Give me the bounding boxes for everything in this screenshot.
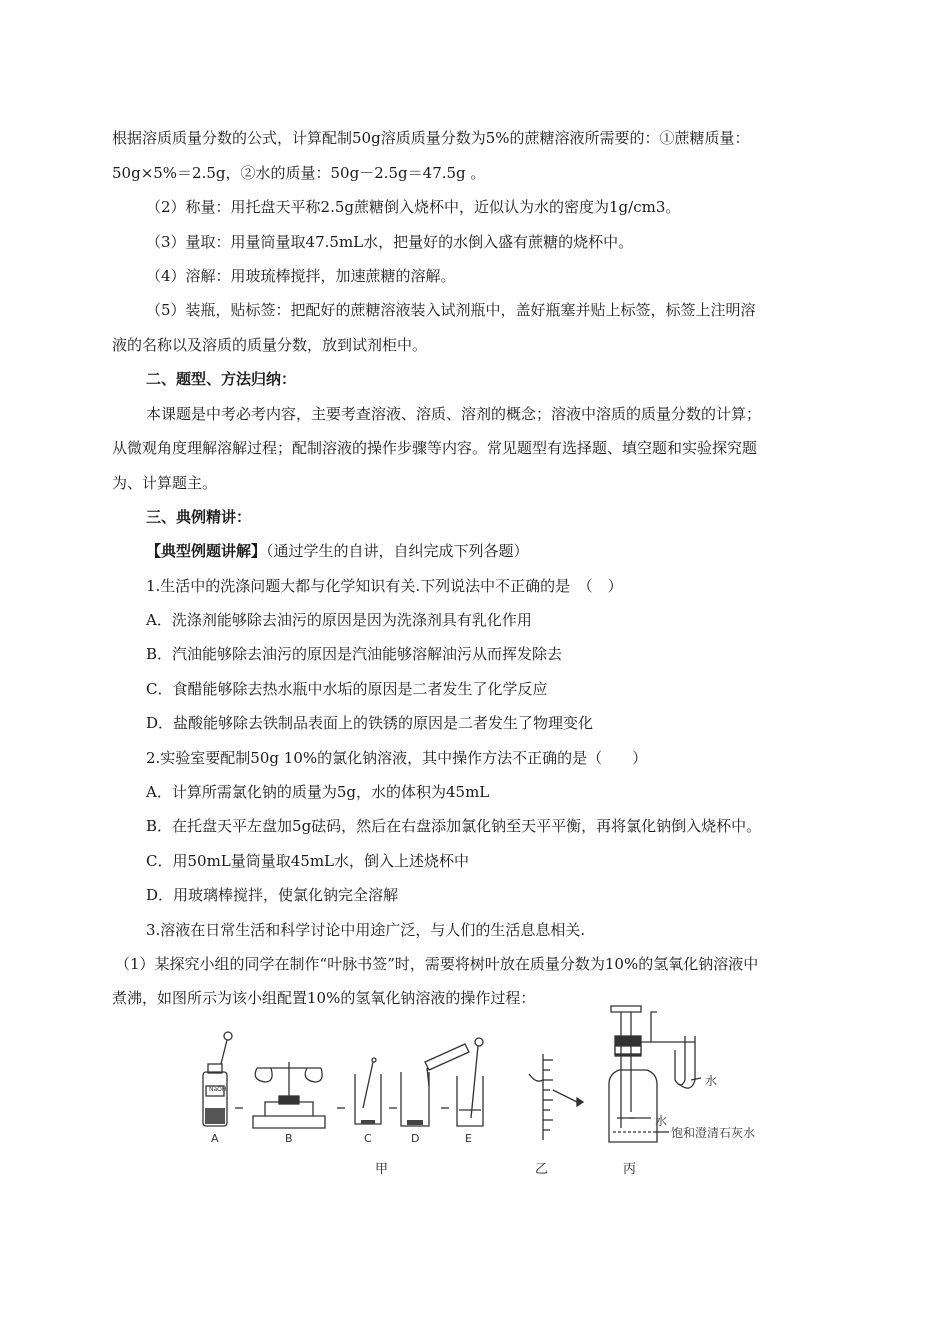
step-label-a: A [211,1132,219,1145]
question-2: 2.实验室要配制50g 10%的氯化钠溶液，其中操作方法不正确的是（ ） [146,749,648,767]
water-label-bottle: 水 [655,1114,668,1128]
section-heading-2: 二、题型、方法归纳： [146,370,297,388]
question-1: 1.生活中的洗涤问题大都与化学知识有关.下列说法中不正确的是 （ ） [146,577,623,595]
step-label-c: C [364,1132,372,1145]
cylinder-reading-icon [529,1054,583,1140]
question-1-option-d: D．盐酸能够除去铁制品表面上的铁锈的原因是二者发生了物理变化 [146,714,594,732]
experiment-figure [195,1000,795,1180]
bottle-label: NaOH [209,1086,227,1093]
step-label-d: D [411,1132,420,1145]
section-heading-3: 三、典例精讲： [146,508,252,526]
question-3: 3.溶液在日常生活和科学讨论中用途广泛，与人们的生活息息相关. [146,921,586,939]
limewater-label: 饱和澄清石灰水 [671,1126,756,1140]
question-1-option-c: C．食醋能够除去热水瓶中水垢的原因是二者发生了化学反应 [146,680,548,698]
balance-scale-icon [253,1062,325,1128]
paragraph-formula-line-2: 50g×5%＝2.5g，②水的质量：50g－2.5g＝47.5g 。 [112,164,486,182]
question-1-option-a: A．洗涤剂能够除去油污的原因是因为洗涤剂具有乳化作用 [146,611,532,629]
question-2-option-b: B．在托盘天平左盘加5g砝码，然后在右盘添加氯化钠至天平平衡，再将氯化钠倒入烧杯中。 [146,817,762,835]
summary-line-2: 从微观角度理解溶解过程；配制溶液的操作步骤等内容。常见题型有选择题、填空题和实验探究题 [112,439,758,457]
question-3-part-1-line-1: （1）某探究小组的同学在制作“叶脉书签”时，需要将树叶放在质量分数为10%的氢氧化钠溶液中 [115,955,759,973]
caption-yi: 乙 [535,1162,549,1177]
beaker-d-icon [401,1044,469,1126]
paragraph-formula-line-1: 根据溶质质量分数的公式，计算配制50g溶质质量分数为5%的蔗糖溶液所需要的：①蔗糖质量： [112,129,750,147]
caption-jia: 甲 [375,1162,389,1177]
experiment-figure-drawing [195,1000,795,1180]
summary-line-3: 为、计算题主。 [112,474,218,492]
question-2-option-a: A．计算所需氯化钠的质量为5g，水的体积为45mL [146,783,490,801]
naoh-bottle-icon [203,1032,232,1126]
beaker-e-icon [457,1038,483,1126]
examples-intro-label: 【典型例题讲解】 [146,542,267,560]
caption-bing: 丙 [623,1162,637,1177]
step-bottle-line-1: （5）装瓶，贴标签：把配好的蔗糖溶液装入试剂瓶中，盖好瓶塞并贴上标签，标签上注明溶 [146,301,756,319]
summary-line-1: 本课题是中考必考内容，主要考查溶液、溶质、溶剂的概念；溶液中溶质的质量分数的计算； [146,405,762,423]
examples-intro [146,541,876,561]
beaker-c-icon [355,1058,381,1124]
step-measure: （3）量取：用量筒量取47.5mL水，把量好的水倒入盛有蔗糖的烧杯中。 [146,233,634,251]
question-3-part-1-line-2: 煮沸，如图所示为该小组配置10%的氢氧化钠溶液的操作过程： [112,989,536,1007]
step-dissolve: （4）溶解：用玻琉棒搅拌，加速蔗糖的溶解。 [146,267,456,285]
water-label-utube: 水 [705,1074,718,1088]
question-2-option-d: D．用玻璃棒搅拌，使氯化钠完全溶解 [146,886,399,904]
step-bottle-line-2: 液的名称以及溶质的质量分数，放到试剂柜中。 [112,336,428,354]
question-2-option-c: C．用50mL量筒量取45mL水，倒入上述烧杯中 [146,852,470,870]
step-weigh: （2）称量：用托盘天平称2.5g蔗糖倒入烧杯中，近似认为水的密度为1g/cm3。 [146,198,681,216]
step-label-e: E [465,1132,472,1145]
step-label-b: B [285,1132,293,1145]
question-1-option-b: B．汽油能够除去油污的原因是汽油能够溶解油污从而挥发除去 [146,645,563,663]
examples-intro-text: （通过学生的自讲，自纠完成下列各题） [266,542,529,560]
